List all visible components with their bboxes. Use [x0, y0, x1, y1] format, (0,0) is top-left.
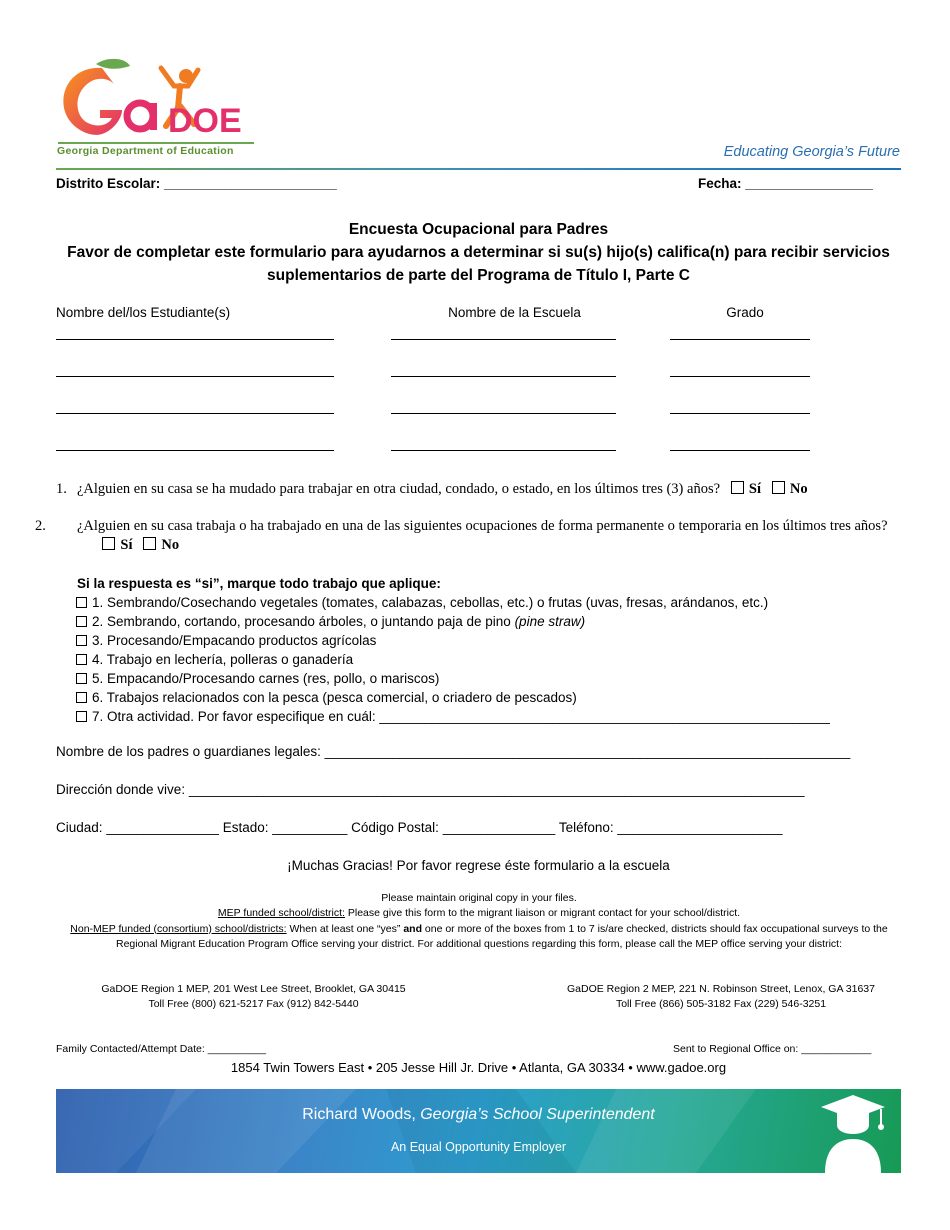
school-name-line[interactable]	[391, 450, 616, 451]
occupation-label: 1. Sembrando/Cosechando vegetales (tomates, calabazas, cebollas, etc.) o frutas (uvas, fresas, arándanos, etc.)	[92, 595, 769, 610]
yes-checkbox[interactable]	[102, 537, 115, 550]
parents-label: Nombre de los padres o guardianes legales:	[56, 744, 321, 759]
occupation-checkbox[interactable]	[76, 635, 87, 646]
date-label: Fecha:	[698, 176, 742, 191]
gadoe-logo-mark	[56, 56, 256, 146]
school-name-line[interactable]	[391, 376, 616, 377]
occupation-label: 2. Sembrando, cortando, procesando árboles, o juntando paja de pino	[92, 614, 511, 629]
form-subtitle: Favor de completar este formulario para ayudarnos a determinar si su(s) hijo(s) califica(n) para recibir servicios suplementarios de parte del Programa de Título I, Parte C	[67, 244, 890, 284]
superintendent-role: Georgia’s School Superintendent	[420, 1106, 655, 1123]
student-column-header: Nombre del/los Estudiante(s)	[56, 305, 231, 320]
occupation-label: 3. Procesando/Empacando productos agrícolas	[92, 633, 377, 648]
school-name-line[interactable]	[391, 413, 616, 414]
form-title: Encuesta Ocupacional para Padres	[348, 221, 609, 238]
occupation-checkbox[interactable]	[76, 711, 87, 722]
parents-field[interactable]: Nombre de los padres o guardianes legales: ______________________________________________________________________	[56, 744, 851, 759]
address-label: Dirección donde vive:	[56, 782, 186, 797]
occupation-item	[76, 650, 830, 669]
logo-subtitle: Georgia Department of Education	[57, 145, 234, 157]
sent-to-office-field[interactable]	[673, 1043, 871, 1055]
yes-label: Sí	[120, 537, 133, 553]
superintendent-name: Richard Woods,	[302, 1106, 421, 1123]
occupation-label: 4. Trabajo en lechería, polleras o ganadería	[92, 652, 354, 667]
region-2-contact	[540, 982, 902, 1013]
zip-input[interactable]: _______________	[442, 820, 556, 835]
occupation-item	[76, 688, 830, 707]
mep-label: MEP funded school/district:	[217, 907, 345, 920]
mep-note	[60, 906, 898, 921]
region-address: GaDOE Region 1 MEP, 201 West Lee Street, Brooklet, GA 30415	[101, 983, 406, 995]
graduate-icon	[815, 1091, 891, 1173]
school-name-line[interactable]	[391, 339, 616, 340]
occupation-item	[76, 669, 830, 688]
district-field[interactable]: Distrito Escolar: _______________________	[56, 176, 337, 191]
grade-line[interactable]	[670, 376, 810, 377]
zip-label: Código Postal:	[351, 820, 439, 835]
banner-subtitle: An Equal Opportunity Employer	[390, 1140, 567, 1154]
keep-copy-note: Please maintain original copy in your files.	[381, 892, 577, 904]
family-contacted-blank: __________	[207, 1043, 267, 1055]
question-text: ¿Alguien en su casa se ha mudado para trabajar en otra ciudad, condado, o estado, en los últimos tres (3) años?	[77, 481, 721, 497]
occupation-checkbox[interactable]	[76, 616, 87, 627]
tagline: Educating Georgia’s Future	[723, 144, 900, 160]
question-text: ¿Alguien en su casa trabaja o ha trabajado en una de las siguientes ocupaciones de forma permanente o temporaria en los últimos tres años?	[77, 518, 888, 534]
city-state-zip-phone-row	[56, 820, 783, 835]
city-input[interactable]: _______________	[106, 820, 219, 835]
banner-title	[56, 1106, 901, 1124]
nonmep-note	[60, 922, 898, 953]
occupation-checklist	[77, 574, 830, 726]
family-contacted-label: Family Contacted/Attempt Date:	[56, 1043, 205, 1055]
school-column-header: Nombre de la Escuela	[448, 305, 581, 320]
student-name-line[interactable]	[56, 450, 334, 451]
no-checkbox[interactable]	[772, 481, 785, 494]
occupation-checkbox[interactable]	[76, 692, 87, 703]
header-rule	[56, 168, 901, 170]
student-name-line[interactable]	[56, 376, 334, 377]
no-checkbox[interactable]	[143, 537, 156, 550]
nonmep-label: Non-MEP funded (consortium) school/districts:	[70, 922, 287, 935]
nonmep-and: and	[403, 922, 422, 935]
occupation-label: 6. Trabajos relacionados con la pesca (pesca comercial, o criadero de pescados)	[92, 690, 577, 705]
grade-line[interactable]	[670, 450, 810, 451]
occupation-item: 7. Otra actividad. Por favor especifique en cuál: ____________________________________________________________	[76, 707, 830, 726]
sent-to-office-label: Sent to Regional Office on:	[673, 1043, 799, 1055]
student-name-line[interactable]	[56, 413, 334, 414]
grade-line[interactable]	[670, 413, 810, 414]
occupation-item	[76, 612, 830, 631]
question-1	[56, 480, 936, 499]
occupation-italic-note: (pine straw)	[514, 614, 586, 629]
footer-address: 1854 Twin Towers East • 205 Jesse Hill Jr. Drive • Atlanta, GA 30334 • www.gadoe.org	[230, 1060, 727, 1075]
mep-text: Please give this form to the migrant liaison or migrant contact for your school/district.	[344, 907, 741, 920]
yes-checkbox[interactable]	[731, 481, 744, 494]
region-phone: Toll Free (866) 505-3182 Fax (229) 546-3251	[615, 998, 827, 1011]
phone-label: Teléfono:	[558, 820, 614, 835]
instructions-note	[60, 891, 898, 952]
state-input[interactable]: __________	[272, 820, 348, 835]
occupation-checkbox[interactable]	[76, 597, 87, 608]
city-label: Ciudad:	[56, 820, 103, 835]
address-field[interactable]: Dirección donde vive: __________________________________________________________________________________	[56, 782, 805, 797]
grade-column-header: Grado	[726, 305, 764, 320]
phone-input[interactable]: ______________________	[617, 820, 783, 835]
footer-banner	[56, 1089, 901, 1173]
occupation-checkbox[interactable]	[76, 673, 87, 684]
nonmep-text-1: When at least one “yes”	[286, 922, 404, 935]
district-label: Distrito Escolar:	[56, 176, 161, 191]
no-label: No	[789, 481, 808, 497]
region-1-contact	[56, 982, 451, 1013]
question-number: 1.	[56, 481, 67, 497]
region-address: GaDOE Region 2 MEP, 221 N. Robinson Street, Lenox, GA 31637	[567, 983, 875, 995]
thanks-message: ¡Muchas Gracias! Por favor regrese éste formulario a la escuela	[287, 858, 670, 873]
occupation-item	[76, 593, 830, 612]
sent-to-office-blank: ____________	[801, 1043, 872, 1055]
occupation-label: 5. Empacando/Procesando carnes (res, pollo, o mariscos)	[92, 671, 440, 686]
state-label: Estado:	[222, 820, 269, 835]
form-title-block	[56, 218, 901, 287]
yes-label: Sí	[748, 481, 761, 497]
occupation-heading: Si la respuesta es “si”, marque todo trabajo que aplique:	[77, 576, 441, 591]
occupation-checkbox[interactable]	[76, 654, 87, 665]
nonmep-text-2: one or more of the boxes from 1 to 7 is/are checked, districts should fax occupational surveys to the Regional Migrant Education Program Office serving your district. For additional questions regarding this form, please call the MEP office serving your district:	[115, 922, 888, 950]
banner-background-shapes	[56, 1089, 901, 1173]
occupation-item	[76, 631, 830, 650]
question-number: 2.	[35, 518, 46, 534]
svg-text:DOE: DOE	[168, 102, 242, 140]
student-name-line[interactable]	[56, 339, 334, 340]
question-2	[35, 517, 896, 555]
no-label: No	[161, 537, 180, 553]
region-phone: Toll Free (800) 621-5217 Fax (912) 842-5440	[148, 998, 359, 1011]
date-field[interactable]: Fecha: _________________	[698, 176, 873, 191]
occupation-label: 7. Otra actividad. Por favor especifique en cuál:	[92, 709, 376, 724]
family-contacted-field[interactable]	[56, 1043, 266, 1055]
grade-line[interactable]	[670, 339, 810, 340]
